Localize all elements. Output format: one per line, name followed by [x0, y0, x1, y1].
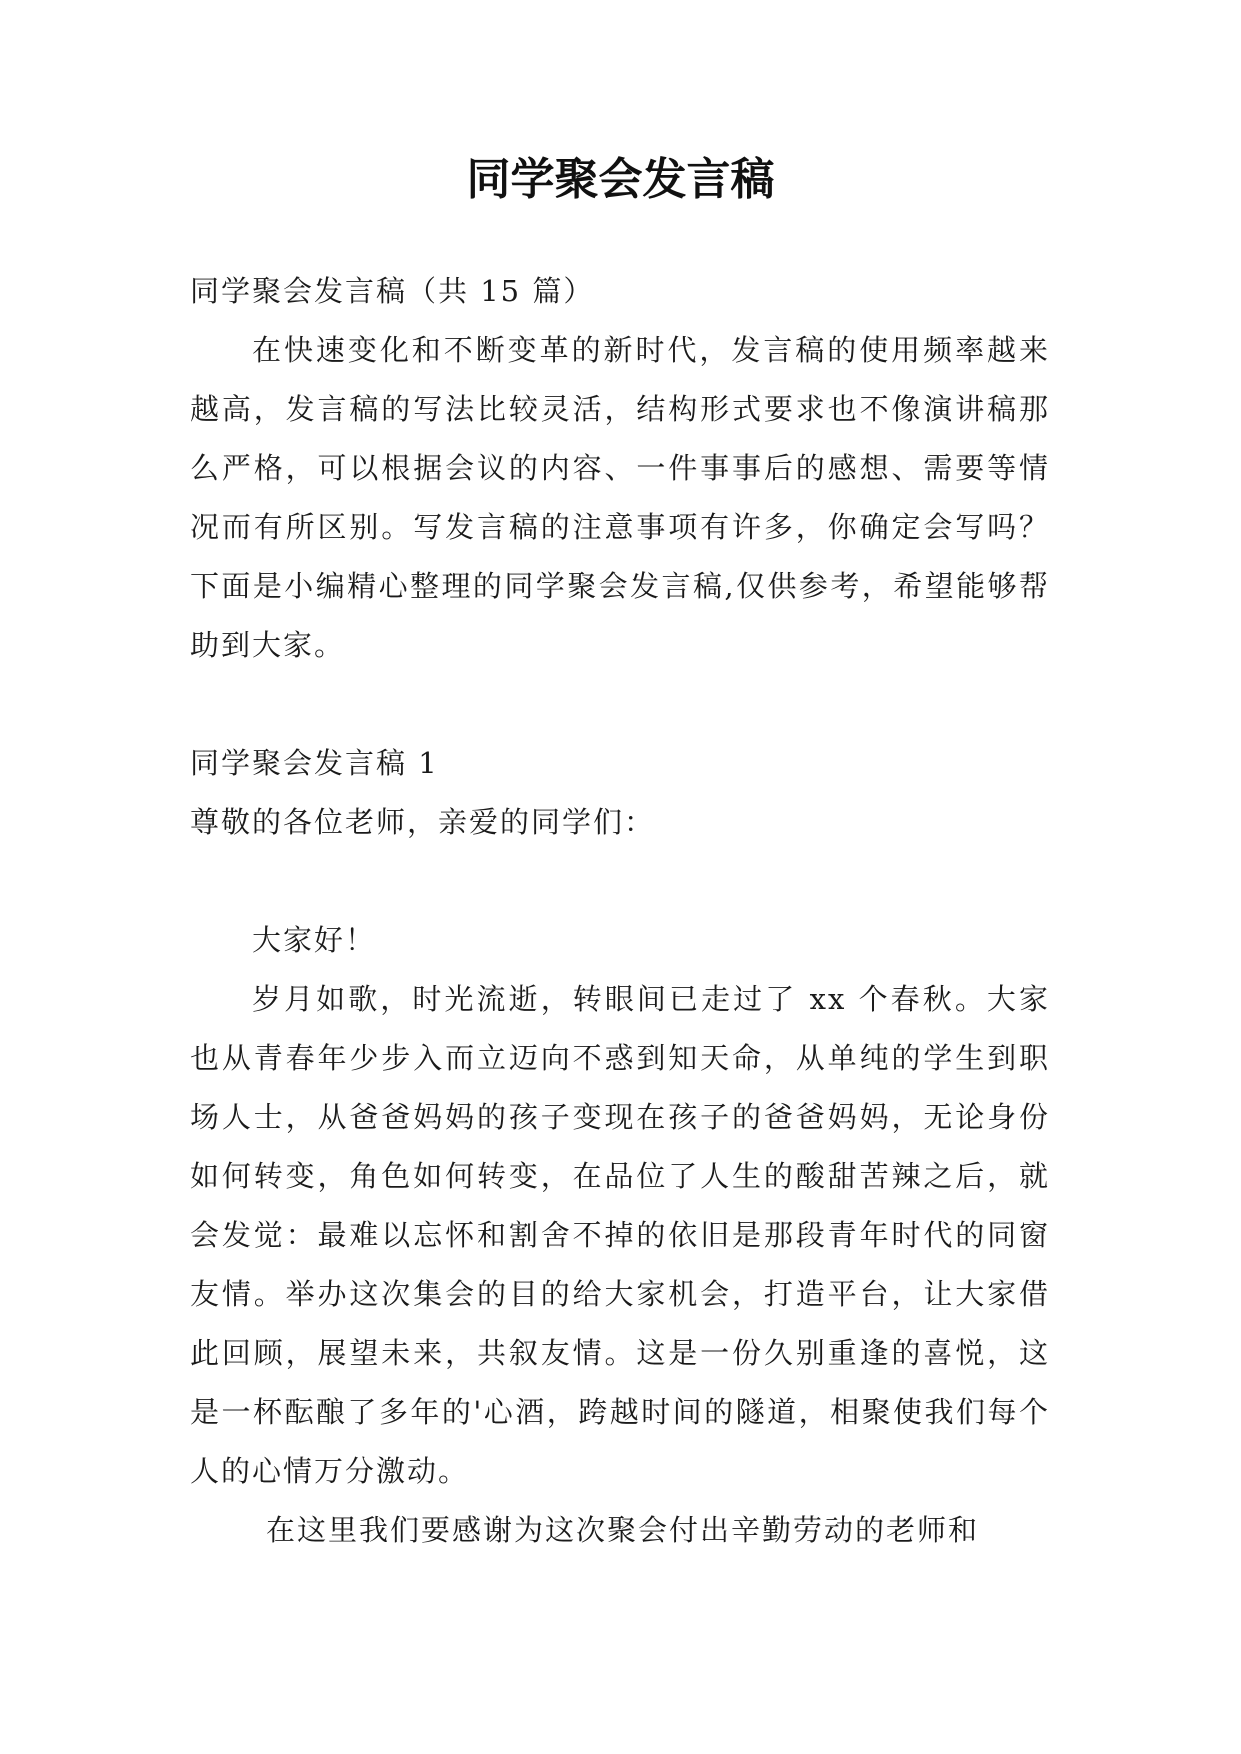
document-title: 同学聚会发言稿 — [466, 154, 775, 205]
body-paragraph: 岁月如歌，时光流逝，转眼间已走过了 xx 个春秋。大家也从青春年少步入而立迈向不惑到知天命，从单纯的学生到职场人士，从爸爸妈妈的孩子变现在孩子的爸爸妈妈，无论身份如何转变，角色如何转变，在品位了人生的酸甜苦辣之后，就会发觉：最难以忘怀和割舍不掉的依旧是那段青年时代的同窗友情。举办这次集会的目的给大家机会，打造平台，让大家借此回顾，展望未来，共叙友情。这是一份久别重逢的喜悦，这是一杯酝酿了多年的'心酒，跨越时间的隧道，相聚使我们每个人的心情万分激动。 — [190, 982, 1050, 1488]
collection-heading: 同学聚会发言稿（共 15 篇） — [190, 274, 595, 308]
section-heading: 同学聚会发言稿 1 — [190, 746, 439, 780]
salutation: 尊敬的各位老师，亲爱的同学们： — [190, 805, 656, 839]
intro-paragraph: 在快速变化和不断变革的新时代，发言稿的使用频率越来越高，发言稿的写法比较灵活，结构形式要求也不像演讲稿那么严格，可以根据会议的内容、一件事事后的感想、需要等情况而有所区别。写发言稿的注意事项有许多，你确定会写吗？下面是小编精心整理的同学聚会发言稿,仅供参考，希望能够帮助到大家。 — [190, 333, 1050, 662]
greeting: 大家好！ — [252, 923, 377, 957]
body-paragraph-continued: 在这里我们要感谢为这次聚会付出辛勤劳动的老师和 — [266, 1513, 980, 1547]
document-body — [190, 262, 1050, 1560]
